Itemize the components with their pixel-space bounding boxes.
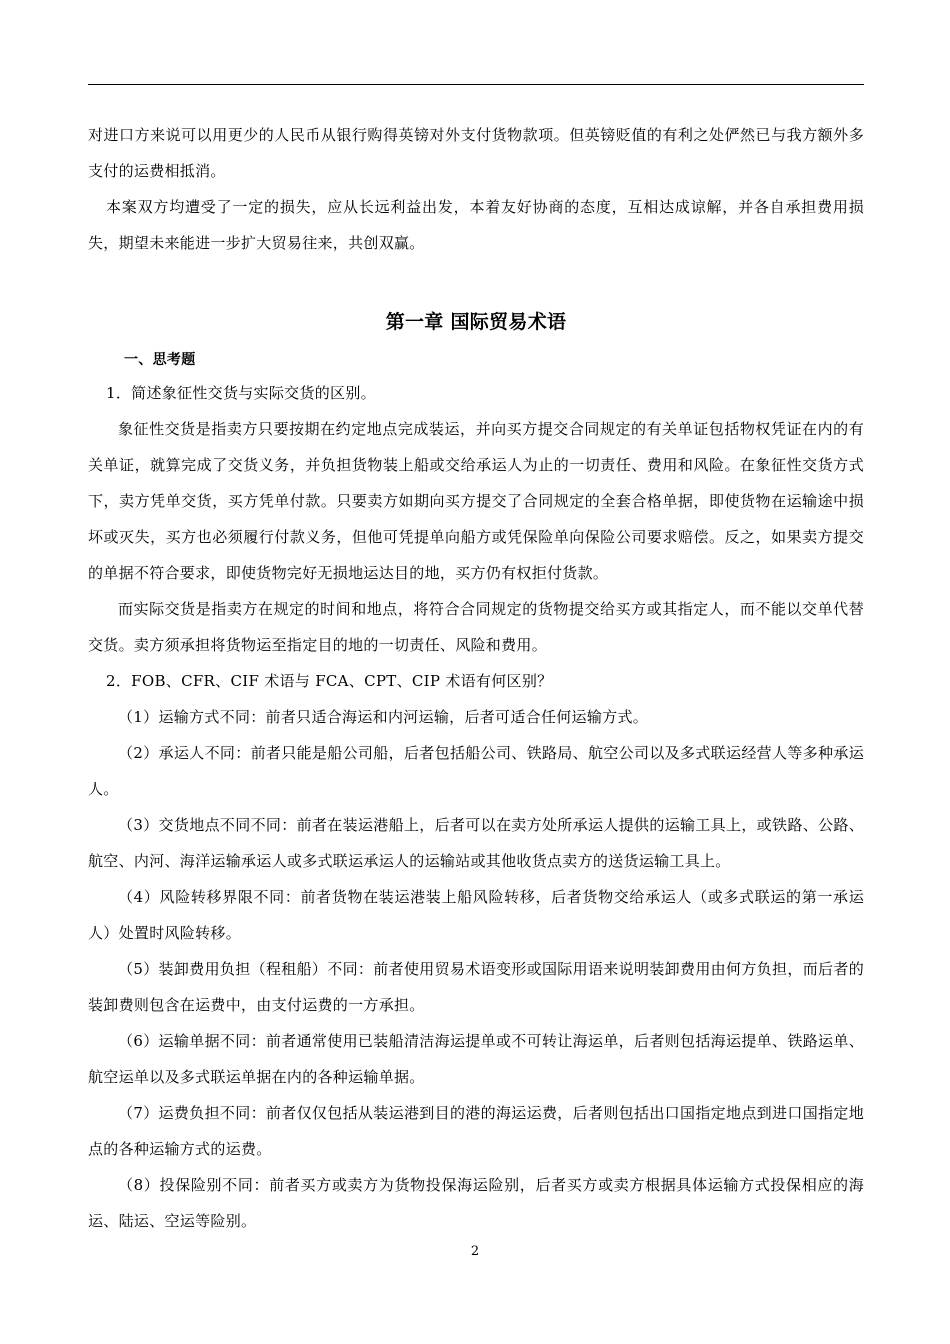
answer-2-item: （1）运输方式不同：前者只适合海运和内河运输，后者可适合任何运输方式。 [118, 708, 649, 726]
question-1: 1．简述象征性交货与实际交货的区别。 [106, 384, 376, 402]
page-number: 2 [470, 1244, 480, 1259]
intro-paragraph-1: 对进口方来说可以用更少的人民币从银行购得英镑对外支付货物款项。但英镑贬值的有利之处俨然已与我方额外多支付的运费相抵消。 [88, 126, 864, 180]
answer-2-item: （7）运费负担不同：前者仅仅包括从装运港到目的港的海运运费，后者则包括出口国指定地点到进口国指定地点的各种运输方式的运费。 [88, 1104, 864, 1158]
header-rule [88, 84, 864, 85]
answer-2-item: （6）运输单据不同：前者通常使用已装船清洁海运提单或不可转让海运单，后者则包括海运提单、铁路运单、航空运单以及多式联运单据在内的各种运输单据。 [88, 1032, 864, 1086]
question-2: 2．FOB、CFR、CIF 术语与 FCA、CPT、CIP 术语有何区别？ [106, 672, 553, 690]
chapter-title: 第一章 国际贸易术语 [385, 311, 567, 333]
intro-paragraph-2: 本案双方均遭受了一定的损失，应从长远利益出发，本着友好协商的态度，互相达成谅解，并各自承担费用损失，期望未来能进一步扩大贸易往来，共创双赢。 [88, 198, 864, 252]
answer-1-paragraph-2: 而实际交货是指卖方在规定的时间和地点，将符合合同规定的货物提交给买方或其指定人，而不能以交单代替交货。卖方须承担将货物运至指定目的地的一切责任、风险和费用。 [88, 600, 864, 654]
answer-2-item: （3）交货地点不同不同：前者在装运港船上，后者可以在卖方处所承运人提供的运输工具上，或铁路、公路、航空、内河、海洋运输承运人或多式联运承运人的运输站或其他收货点卖方的送货运输工具上。 [88, 816, 864, 870]
answer-2-item: （2）承运人不同：前者只能是船公司船，后者包括船公司、铁路局、航空公司以及多式联运经营人等多种承运人。 [88, 744, 864, 798]
page-content [88, 117, 864, 1239]
answer-2-item: （5）装卸费用负担（程租船）不同：前者使用贸易术语变形或国际用语来说明装卸费用由何方负担，而后者的装卸费则包含在运费中，由支付运费的一方承担。 [88, 960, 864, 1014]
answer-2-item: （8）投保险别不同：前者买方或卖方为货物投保海运险别，后者买方或卖方根据具体运输方式投保相应的海运、陆运、空运等险别。 [88, 1176, 864, 1230]
answer-2-item: （4）风险转移界限不同：前者货物在装运港装上船风险转移，后者货物交给承运人（或多式联运的第一承运人）处置时风险转移。 [88, 888, 864, 942]
answer-1-paragraph-1: 象征性交货是指卖方只要按期在约定地点完成装运，并向买方提交合同规定的有关单证包括物权凭证在内的有关单证，就算完成了交货义务，并负担货物装上船或交给承运人为止的一切责任、费用和风险。在象征性交货方式下，卖方凭单交货，买方凭单付款。只要卖方如期向买方提交了合同规定的全套合格单据，即使货物在运输途中损坏或灭失，买方也必须履行付款义务，但他可凭提单向船方或凭保险单向保险公司要求赔偿。反之，如果卖方提交的单据不符合要求，即使货物完好无损地运达目的地，买方仍有权拒付货款。 [88, 420, 864, 582]
section-heading: 一、思考题 [124, 352, 196, 368]
